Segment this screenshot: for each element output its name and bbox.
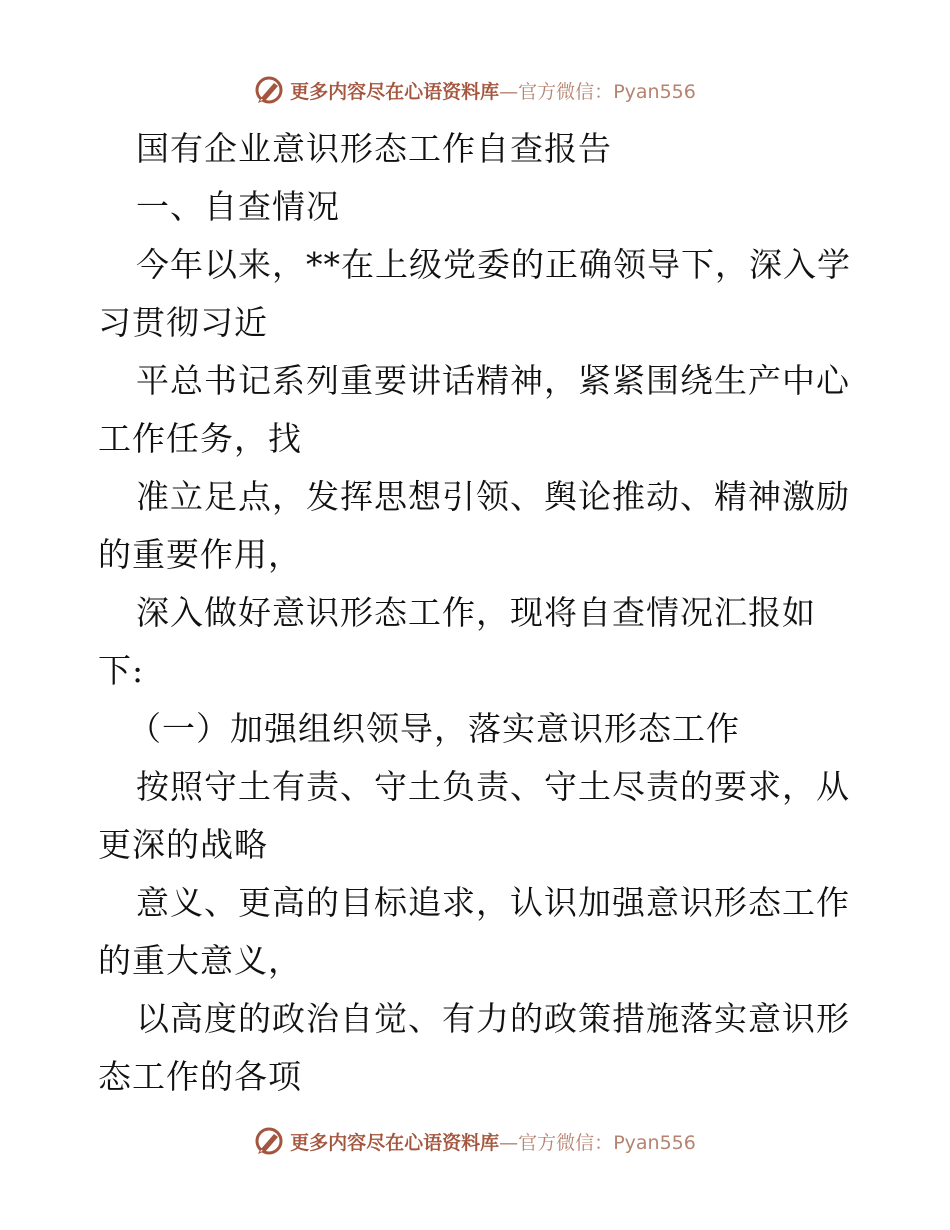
paragraph-line: 的重大意义， [98,941,302,980]
document-title: 国有企业意识形态工作自查报告 [136,129,612,168]
footer-brand-text: 更多内容尽在心语资料库 [290,1131,500,1154]
paragraph-line: 工作任务，找 [98,419,302,458]
paragraph-line: 以高度的政治自觉、有力的政策措施落实意识形 [136,999,850,1038]
paragraph-line: 按照守土有责、守土负责、守土尽责的要求，从 [136,767,850,806]
pen-logo-icon [254,1126,284,1156]
footer-watermark-banner [0,1121,950,1161]
paragraph-line: 更深的战略 [98,825,268,864]
paragraph-line: 态工作的各项 [98,1057,302,1096]
paragraph-line: 下: [98,651,145,690]
paragraph-line: 习贯彻习近 [98,303,268,342]
pen-logo-icon [254,75,284,105]
header-contact-label: 官方微信： [518,80,614,103]
paragraph-line: 意义、更高的目标追求，认识加强意识形态工作 [136,883,850,922]
footer-contact-label: 官方微信： [518,1131,614,1154]
subsection-heading-leadership: （一）加强组织领导，落实意识形态工作 [128,709,740,748]
footer-watermark-text [290,1128,696,1155]
header-watermark-banner [0,70,950,110]
paragraph-line: 平总书记系列重要讲话精神，紧紧围绕生产中心 [136,361,850,400]
footer-separator: — [499,1131,519,1154]
paragraph-line: 的重要作用， [98,535,302,574]
document-body [98,120,858,1106]
paragraph-line: 准立足点，发挥思想引领、舆论推动、精神激励 [136,477,850,516]
paragraph-line: 今年以来，**在上级党委的正确领导下，深入学 [136,245,851,284]
section-heading-self-check: 一、自查情况 [136,187,340,226]
header-separator: — [499,80,519,103]
header-watermark-text [290,77,696,104]
paragraph-line: 深入做好意识形态工作，现将自查情况汇报如 [136,593,816,632]
header-wechat-id: Pyan556 [613,80,696,103]
footer-wechat-id: Pyan556 [613,1131,696,1154]
header-brand-text: 更多内容尽在心语资料库 [290,80,500,103]
